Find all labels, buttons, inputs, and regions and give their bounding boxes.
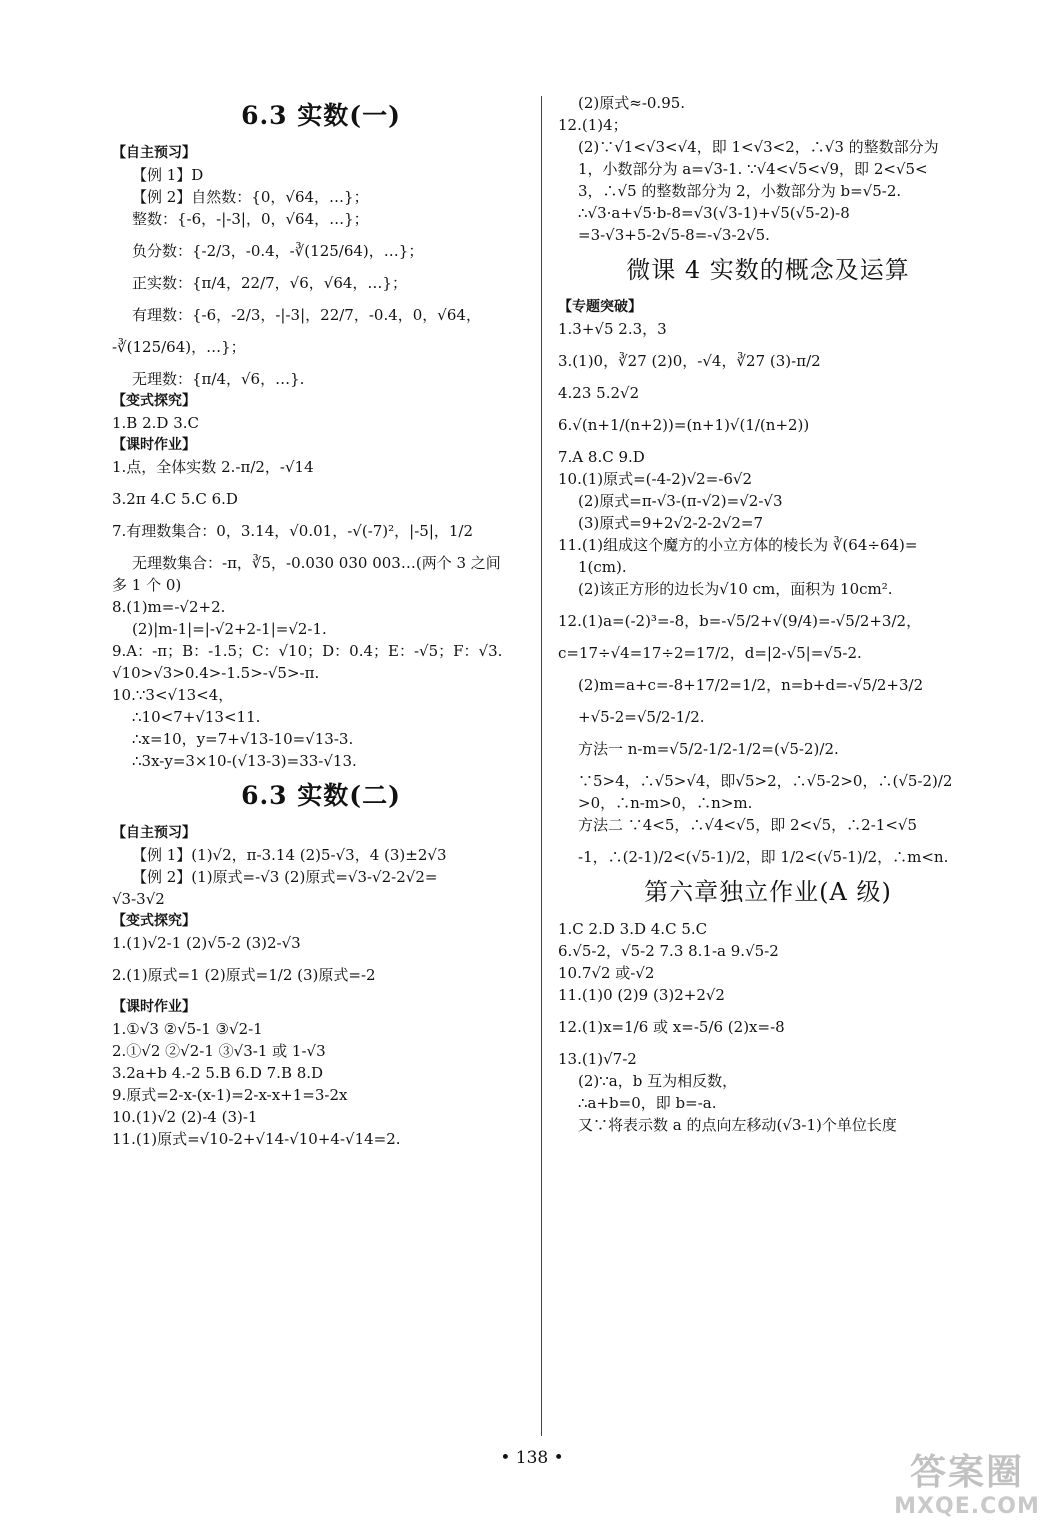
answer-line: 1.点，全体实数 2.-π/2，-√14 <box>112 458 314 476</box>
answer-line: c=17÷√4=17÷2=17/2，d=|2-√5|=√5-2. <box>558 644 862 662</box>
section-heading: 【课时作业】 <box>112 999 196 1015</box>
answer-line: 【例 1】(1)√2，π-3.14 (2)5-√3，4 (3)±2√3 <box>132 846 447 864</box>
answer-line: 8.(1)m=-√2+2. <box>112 598 226 616</box>
answer-line: 3，∴√5 的整数部分为 2，小数部分为 b=√5-2. <box>578 182 902 200</box>
watermark-logo <box>892 1452 1042 1528</box>
spacer <box>112 262 530 272</box>
answer-line: -1，∴(2-1)/2<(√5-1)/2，即 1/2<(√5-1)/2，∴m<n. <box>578 848 949 866</box>
answer-line: 1.(1)√2-1 (2)√5-2 (3)2-√3 <box>112 934 301 952</box>
answer-line: 11.(1)组成这个魔方的小立方体的棱长为 ∛(64÷64)= <box>558 536 918 554</box>
watermark-url: MXQE.COM <box>894 1494 1040 1519</box>
answer-line: 【例 2】(1)原式=-√3 (2)原式=√3-√2-2√2= <box>132 868 438 886</box>
answer-line: (2)∵a，b 互为相反数， <box>578 1072 738 1090</box>
spacer <box>558 600 978 610</box>
spacer <box>558 1038 978 1048</box>
answer-line: 9.原式=2-x-(x-1)=2-x-x+1=3-2x <box>112 1086 348 1104</box>
spacer <box>558 836 978 846</box>
answer-line: 6.√5-2，√5-2 7.3 8.1-a 9.√5-2 <box>558 942 779 960</box>
answer-line: 2.(1)原式=1 (2)原式=1/2 (3)原式=-2 <box>112 966 376 984</box>
section-title: 微课 4 实数的概念及运算 <box>626 256 910 284</box>
answer-line: 多 1 个 0) <box>112 576 182 594</box>
answer-line: 10.(1)√2 (2)-4 (3)-1 <box>112 1108 258 1126</box>
answer-line: ∴a+b=0，即 b=-a. <box>578 1094 717 1112</box>
answer-line: ∴10<7+√13<11. <box>132 708 261 726</box>
section-heading: 【自主预习】 <box>112 145 196 161</box>
watermark-logo-text: 答案圈 <box>909 1452 1024 1493</box>
answer-line: 3.2π 4.C 5.C 6.D <box>112 490 238 508</box>
answer-line: ∴3x-y=3×10-(√13-3)=33-√13. <box>132 752 357 770</box>
answer-line: 11.(1)原式=√10-2+√14-√10+4-√14=2. <box>112 1130 401 1148</box>
section-title: 6.3 实数(二) <box>241 781 401 810</box>
answer-line: 【例 1】D <box>132 166 204 184</box>
answer-line: 方法二 ∵4<5，∴√4<√5，即 2<√5，∴2-1<√5 <box>578 816 918 834</box>
section-title: 6.3 实数(一) <box>241 101 401 130</box>
answer-line: 12.(1)4； <box>558 116 628 134</box>
answer-line: 正实数：{π/4，22/7，√6，√64，…}； <box>132 274 407 292</box>
answer-line: (2)m=a+c=-8+17/2=1/2，n=b+d=-√5/2+3/2 <box>578 676 924 694</box>
answer-line: >0，∴n-m>0，∴n>m. <box>578 794 753 812</box>
answer-line: (2)原式≈-0.95. <box>578 94 686 112</box>
answer-line: 【例 2】自然数：{0，√64，…}； <box>132 188 369 206</box>
answer-line: 无理数集合：-π，∛5，-0.030 030 003…(两个 3 之间 <box>132 554 501 572</box>
answer-line: (2)|m-1|=|-√2+2-1|=√2-1. <box>132 620 327 638</box>
answer-line: +√5-2=√5/2-1/2. <box>578 708 705 726</box>
page-number: • 138 • <box>500 1448 564 1468</box>
column-divider <box>541 96 542 1436</box>
answer-line: (2)该正方形的边长为√10 cm，面积为 10cm². <box>578 580 893 598</box>
answer-line: ∴x=10，y=7+√13-10=√13-3. <box>132 730 354 748</box>
answer-line: -∛(125/64)，…}； <box>112 338 246 356</box>
answer-line: ∴√3·a+√5·b-8=√3(√3-1)+√5(√5-2)-8 <box>578 204 850 222</box>
section-heading: 【专题突破】 <box>558 299 642 315</box>
left-column <box>112 92 530 1150</box>
answer-line: 6.√(n+1/(n+2))=(n+1)√(1/(n+2)) <box>558 416 810 434</box>
answer-line: 整数：{-6，-|-3|，0，√64，…}； <box>132 210 369 228</box>
answer-line: (2)∵√1<√3<√4，即 1<√3<2，∴√3 的整数部分为 <box>578 138 939 156</box>
section-title: 第六章独立作业(A 级) <box>644 878 892 906</box>
answer-line: 3.2a+b 4.-2 5.B 6.D 7.B 8.D <box>112 1064 324 1082</box>
answer-line: =3-√3+5-2√5-8=-√3-2√5. <box>578 226 770 244</box>
answer-line: 11.(1)0 (2)9 (3)2+2√2 <box>558 986 725 1004</box>
answer-line: 10.∵3<√13<4， <box>112 686 234 704</box>
answer-line: 1.C 2.D 3.D 4.C 5.C <box>558 920 708 938</box>
answer-line: (3)原式=9+2√2-2-2√2=7 <box>578 514 764 532</box>
answer-line: 1.①√3 ②√5-1 ③√2-1 <box>112 1020 263 1038</box>
answer-line: ∵5>4，∴√5>√4，即√5>2，∴√5-2>0，∴(√5-2)/2 <box>578 772 953 790</box>
answer-line: 方法一 n-m=√5/2-1/2-1/2=(√5-2)/2. <box>578 740 839 758</box>
answer-line: 1.B 2.D 3.C <box>112 414 199 432</box>
answer-line: 4.23 5.2√2 <box>558 384 640 402</box>
spacer <box>112 986 530 996</box>
spacer <box>558 340 978 350</box>
answer-line: (2)原式=π-√3-(π-√2)=√2-√3 <box>578 492 783 510</box>
answer-line: 无理数：{π/4，√6，…}. <box>132 370 305 388</box>
answer-line: 7.A 8.C 9.D <box>558 448 645 466</box>
spacer <box>558 1006 978 1016</box>
answer-line: 1，小数部分为 a=√3-1. ∵√4<√5<√9，即 2<√5< <box>578 160 928 178</box>
answer-line: √10>√3>0.4>-1.5>-√5>-π. <box>112 664 320 682</box>
spacer <box>112 294 530 304</box>
spacer <box>558 760 978 770</box>
spacer <box>558 404 978 414</box>
spacer <box>558 664 978 674</box>
answer-line: 又∵将表示数 a 的点向左移动(√3-1)个单位长度 <box>578 1116 897 1134</box>
answer-line: 12.(1)x=1/6 或 x=-5/6 (2)x=-8 <box>558 1018 785 1036</box>
answer-line: 10.(1)原式=(-4-2)√2=-6√2 <box>558 470 752 488</box>
spacer <box>558 696 978 706</box>
answer-line: 3.(1)0，∛27 (2)0，-√4，∛27 (3)-π/2 <box>558 352 821 370</box>
answer-line: 负分数：{-2/3，-0.4，-∛(125/64)，…}； <box>132 242 424 260</box>
spacer <box>112 478 530 488</box>
spacer <box>558 728 978 738</box>
answer-line: 12.(1)a=(-2)³=-8，b=-√5/2+√(9/4)=-√5/2+3/2， <box>558 612 922 630</box>
spacer <box>112 326 530 336</box>
section-heading: 【变式探究】 <box>112 913 196 929</box>
answer-line: 7.有理数集合：0，3.14，√0.01，-√(-7)²，|-5|，1/2 <box>112 522 474 540</box>
answer-line: √3-3√2 <box>112 890 165 908</box>
section-heading: 【自主预习】 <box>112 825 196 841</box>
spacer <box>112 510 530 520</box>
answer-line: 13.(1)√7-2 <box>558 1050 637 1068</box>
spacer <box>112 230 530 240</box>
answer-line: 1(cm). <box>578 558 627 576</box>
right-column <box>558 92 978 1136</box>
answer-line: 1.3+√5 2.3，3 <box>558 320 667 338</box>
section-heading: 【变式探究】 <box>112 393 196 409</box>
spacer <box>558 436 978 446</box>
answer-line: 9.A：-π；B：-1.5；C：√10；D：0.4；E：-√5；F：√3. <box>112 642 503 660</box>
answer-line: 2.①√2 ②√2-1 ③√3-1 或 1-√3 <box>112 1042 326 1060</box>
spacer <box>112 358 530 368</box>
answer-line: 有理数：{-6，-2/3，-|-3|，22/7，-0.4，0，√64， <box>132 306 481 324</box>
spacer <box>558 372 978 382</box>
spacer <box>558 632 978 642</box>
answer-line: 10.7√2 或-√2 <box>558 964 655 982</box>
spacer <box>112 954 530 964</box>
section-heading: 【课时作业】 <box>112 437 196 453</box>
spacer <box>112 542 530 552</box>
